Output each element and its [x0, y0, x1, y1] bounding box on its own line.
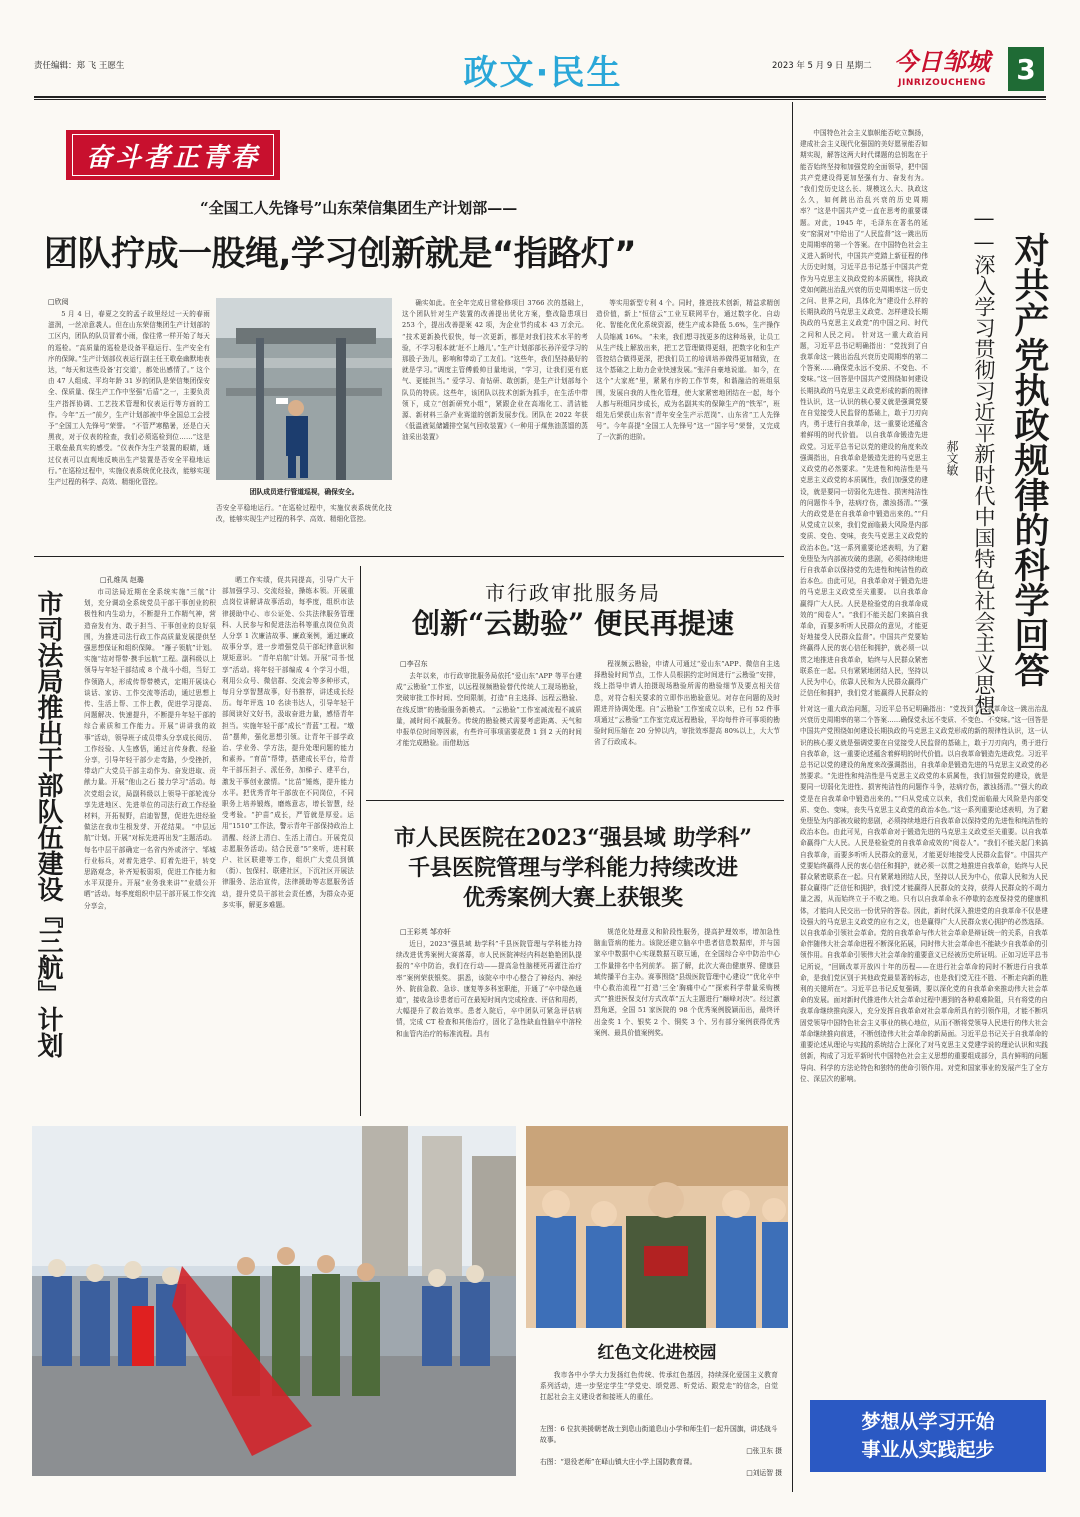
photo-feature-description: 我市各中小学大力发扬红色传统、传承红色基因，持续深化爱国主义教育系列活动，进一步坚定学生“学党史、颂党恩、听党话、跟党走”的信念，自觉扛起社会主义建设者和接班人的重任。	[540, 1371, 778, 1402]
theory-text-top: 中国特色社会主义旗帜能否屹立飘扬，建成社会主义现代化强国的美好愿景能否如期实现，解答这两大时代课题的总钥匙在于能否始终坚持和加强党的全面领导，把中国共产党建设得更加坚强有力、奋发有为。 “我们党历史这么长、规模这么大、执政这么久，如何跳出治乱兴衰的历史周期率？”这是中国共产党一直在思考的重要课题。对此，1945 年，毛泽东在著名的延安“窑洞对”中给出了“人民监督”这一跳出历史周期率的第一个答案。在中国特色社会主义进入新时代，中国共产党踏上新征程的伟大历史时刻，习近平总书记基于中国共产党作为马克思主义执政党的本质属性，将执政党如何跳出治乱兴衰的历史周期率这一历史之问、世界之问，具体化为“建设什么样的长期执政的马克思主义政党、怎样建设长期执政的马克思主义政党”的中国之问、时代之问和人民之问。 针对这一重大政治问题，习近平总书记明确指出：“党找到了自我革命这一跳出治乱兴衰历史周期率的第二个答案……确保党永远不变质、不变色、不变味。”这一回答是中国共产党围绕如何建设长期执政的马克思主义政党形成的新的规律性认识，这一认识的核心要义就是强调党要在自觉接受人民监督的基础上，敢于刀刃向内，勇于进行自我革命，这一重要论述蕴含着鲜明的时代价值。 以自我革命锻造先进政党。习近平总书记以党的建设的角度来改强调指出，自我革命是锻造先进的马克思主义政党的必然要求。“先进性和纯洁性是马克思主义政党的本质属性，我们加强党的建设，就是要同一切弱化先进性、损害纯洁性的问题作斗争，祛病疗伤，激浊扬清。”“强大的政党是在自我革命中锻造出来的。”“归从党成立以来，我们党面临最大风险是内部变质、变色、变味，丧失马克思主义政党的政治本色。”这一系列重要论述表明，为了避免堕坠为内部被攻破的悲剧，必须持续地进行自我革命以保持党的先进性和纯洁性的政治本色。由此可见，自我革命对于锻造先进的马克思主义政党至关重要。 以自我革命赢得广大人民。人民是检验党的自我革命成效的“阅卷人”。“我们不能关起门来搞自我革命，而要多听听人民群众的意见，才能更好地接受人民群众监督”。中国共产党要始终赢得人民的衷心信任和拥护，就必须一以贯之地推进自我革命，始终与人民群众紧密联系在一起。只有紧紧地团结人民，坚持以人民为中心，依靠人民和为人民群众赢得广泛信任和拥护，我们党才能赢得人民群众的	[800, 129, 928, 698]
divider	[34, 556, 784, 557]
lead-col1: 5 月 4 日，春夏之交的孟子故里经过一天的春雨滋润，一丝凉意袭人。但在山东荣信集团生产计划部的工区内，团队的队员冒着小雨，像往常一样开始了每天的巡检。“高质量的巡检是设备平稳运行、生产安全有序的保障。”生产计划部仪表运行副主任王歌垒幽默地表达，“每天和这些设备‘打交道’，都处出感情了。” 这个由 47 人组成、平均年龄 31 岁的团队是荣信集团保安全、保质量、保生产工作中坚强“后盾”之一，主要负责生产指挥协调、工艺技术管理和仪表运行等方面的工作。今年“五一”前夕，生产计划部被中华全国总工会授予“全国工人先锋号”荣誉。 “不管严寒酷暑，还是白天黑夜，对于仪表的检查，我们必须巡检到位……”这是王歌垒最真实的感受。“仪表作为生产装置的眼睛，通过仪表可以直观地反映出生产装置是否安全平稳地运行。”在巡检过程中，实施仪表系统优化技改，能够实现生产过程的科学、高效、精细化管控。	[48, 310, 210, 487]
legal-headline: 市司法局推出干部队伍建设『三航』计划	[33, 590, 63, 1058]
hospital-byline: □王彩英 邹亦轩	[400, 928, 451, 936]
hospital-headline-line3: 优秀案例大赛上获银奖	[462, 885, 683, 911]
issue-date: 2023 年 5 月 9 日 星期二	[772, 61, 872, 71]
section-title: 政文·民生	[463, 52, 623, 93]
credit-right: □刘运智 摄	[746, 1469, 782, 1477]
approval-byline: □李召东	[400, 660, 428, 668]
theory-headline: 对共产党执政规律的科学回答	[1009, 232, 1050, 687]
credit-left: □张卫东 摄	[746, 1447, 782, 1455]
photo-defense-class	[526, 1126, 788, 1328]
header-rule	[34, 96, 1046, 98]
approval-col1: 去年以来，市行政审批服务局依托“爱山东”APP 等平台建成“云勘验”工作室，以远程视频勘验替代传统人工现场勘验，突破审批工作时间、空间限制，打造“自主选择、远程云勘验、在线反馈”的勘验服务新模式。 “云勘验”工作室减流程不减质量，减时间不减服务。传统的勘验模式需要考虑距离、天气和申报单位时间等因素，有些许可事项需要花费 1 到 2 天的时间才能完成勘验。而借助远	[396, 672, 582, 748]
photo-flag-raising	[32, 1126, 516, 1476]
lead-col1-cont: 否安全平稳地运行。“在巡检过程中，实施仪表系统优化技改，能够实现生产过程的科学、高效、精细化管控。	[216, 504, 392, 524]
approval-headline: 创新“云勘验” 便民再提速	[412, 607, 734, 640]
approval-col2: 程视频云勘验，申请人可通过“爱山东”APP、微信自主选择勘验时间节点，工作人员根据约定时间进行“云勘验”安排，线上指导申请人拍摄现场勘验所需的勘验细节及要点相关信息，对符合相关要求的立即作出勘验意见。对存在问题的及时跟进并协调处理。自“云勘验”工作室成立以来，已有 52 件事项通过“云勘验”工作室完成远程勘验，平均每件许可事项的勘验时间压缩在 20 分钟以内，审批效率提高 80%以上，大大节省了行政成本。	[594, 660, 780, 747]
legal-col1: 市司法局近期在全系统实施“三航”计划，充分调动全系统党员干部干事创业的积极性和内生动力，不断提升工作精气神，营造奋发有为、敢于担当、干事创业的良好氛围，为推进司法行政工作高质量发展提供坚强思想保证和组织保障。 “雁子领航”计划。实施“结对帮带·携手远航”工程。副科级以上领导与年轻干部结成 8 个战斗小组，当好工作领路人，形成传帮带模式，定期开展谈心谈话、家访、工作交流等活动，通过思想上传、生活上帮、工作上教，促进学习提高、问题解决、快速提升，不断提升年轻干部的综合素质和工作能力。开展“讲讲我的故事”活动，领导班子成员带头分享成长阅历、工作经验、人生感悟，通过言传身教、经验分享，引导年轻干部少走弯路，少受挫折，带动广大党员干部主动作为、奋发进取、贡献力量。开展“他山之石 接力学习”活动。每次党组会议，局副科级以上领导干部轮流分享先进地区、先进单位的司法行政工作经验材料，开拓视野，启迪智慧，促进先进经验做法在我市生根发芽、开花结果。 “中层远航”计划。开展“对标先进再出发”主题活动。每名中层干部确定一名省内外或济宁、邹城行业标兵，对着先进学、盯着先进干，转变思路观念，补齐短板弱项，促进工作能力和水平双提升。开展“业务我来讲”“业绩公开晒”活动。每季度组织中层干部开展工作交流分享会，	[84, 588, 216, 910]
hospital-col1: 近日，2023“强县域 助学科”千县医院管理与学科能力持续改进优秀案例大赛落幕，市人民医院神经内科赵艳艳团队提报的“卒中防治，我们在行动——提高急性脑梗死再灌注治疗率”案例荣获银奖。 据悉，该院卒中中心整合了神经内、神经外、院前急救、急诊、康复等多科室职能，开通了“卒中绿色通道”，接收急诊患者后可在最短时间内完成检查、评估和用药，大幅提升了救治效率。患者入院后，卒中团队可紧急评估病情，完成 CT 检查和其他治疗，固化了急性缺血性脑卒中溶栓和血管内治疗的标准流程。具有	[396, 940, 582, 1038]
divider	[366, 800, 784, 801]
legal-byline: □孔维凤 赵璐	[100, 576, 144, 584]
theory-author: 郝文敏	[945, 440, 959, 476]
column-label-banner	[66, 130, 280, 180]
caption-left: 左图：6 位抗美援朝老战士到息山街道息山小学和师生们一起升国旗，讲述战斗故事。	[540, 1425, 778, 1444]
divider	[792, 102, 793, 1492]
lead-kicker: “全国工人先锋号”山东荣信集团生产计划部——	[200, 199, 518, 217]
masthead-logo: 今日邹城	[894, 47, 990, 76]
page-number: 3	[1008, 47, 1044, 91]
column-label: 奋斗者正青春	[72, 134, 274, 176]
hospital-col2: 规范化处理意义和阶段性服务，提高护理效率，增加急性脑血管病的能力。该院还建立脑卒中患者信息数据库，并与国家卒中数据中心实现数据互联互通，在全国综合卒中防治中心工作量排名中名列前茅。 据了解，此次大赛由健康界、健康县域传播平台主办。赛事围绕“县级医院管理中心建设”“优化卒中中心救治流程”“打造‘三全’胸痛中心”“探索科学带量采购模式”“推进医保支付方式改革”五大主题进行“巅峰对决”。经过激烈角逐，全国 51 家医院的 98 个优秀案例脱颖而出，最终评出金奖 1 个、银奖 2 个、铜奖 3 个、另有部分案例获得优秀案例、最具价值案例奖。	[594, 928, 780, 1037]
lead-col2: 确实如此。在全年完成日常检修项目 3766 次的基础上，这个团队针对生产装置的改善提出优化方案，整改隐患项目 253 个，提出改善提案 42 项，为企业节约成本 43 万余元。 “技术更新换代很快，每一次更新，都是对我们技术水平的考验，不学习根本就‘赶不上趟儿’。”生产计划部部长孙洋爱学习的那股子劲儿，影响和带动了工友们。“这些年，我们坚持最好的就是学习。”调度主管傅毅帅目量地说，“学习，让我们更有底气、更能担当。” 爱学习、肯钻研、敢创新，是生产计划部每个队员的特质。这些年，该团队以技术创新为抓手，在生活中带领下，成立“创新研究小组”，紧跟企业在高端化工、清洁能源、新材料三条产业赛道的创新发展步伐。团队在 2022 年获《低温液氮储罐排空氮气回收装置》《一种用于煤焦油蒸馏的蒸油采出装置》	[402, 299, 588, 442]
lead-photo-caption: 团队成员进行管道巡视，确保安全。	[249, 488, 359, 496]
slogan-line2: 事业从实践起步	[861, 1439, 995, 1461]
lead-headline: 团队拧成一股绳,学习创新就是“指路灯”	[44, 234, 637, 274]
masthead-pinyin: JINRIZOUCHENG	[898, 78, 986, 88]
editors-line: 责任编辑：郑 飞 王愿生	[34, 61, 125, 71]
slogan-line1: 梦想从学习开始	[861, 1411, 995, 1433]
caption-right: 右图：“退役老师”在峄山镇大庄小学上国防教育课。	[540, 1458, 697, 1466]
legal-col2: 晒工作实绩，促共同提高，引导广大干部加强学习、交流经验，操练本领。开展重点岗位讲解讲故事活动，每季度，组织市法律援助中心、市公证处、公共法律服务管理科、人民参与和促进法治科等重点岗位负责人分享 1 次廉洁故事、廉政案例，通过廉政故事分享，进一步增强党员干部纪律意识和规矩意识。 “青年启航”计划。开展“司书·悦享”活动。将年轻干部编成 4 个学习小组，利用公众号、微信群、交流会等多种形式，每月分享智慧故事，好书推荐，讲述成长经历。每年评选 10 名读书达人，引导年轻干部阅读好文好书，汲取奋进力量，感悟青年担当。实施年轻干部“成长”青蓝“工程。“墩苗”摆帅，强化思想引领。让青年干部学政治、学业务、学方法，提升处理问题的能力和素养。“育苗”帮带，搭建成长平台，给青年干部压担子、派任务，加梯子、建平台，激发干事创业激情。“比苗”锤炼，提升能力水平。把优秀青年干部放在不同岗位，不同职务上培养锻炼，磨炼意志，增长智慧，经受考验。“护苗”成长，严管就是厚爱。运用“1510”工作法，警示青年干部保持政治上清醒、经济上清白、生活上清白。开展党员志愿服务活动。结合民意“5”来听，进村联户、社区联建等工作，组织广大党员到镇（街）、包保村、联建社区，下沉社区开展法律服务、法治宣传，法律援助等志愿服务活动，提升党员干部社会责任感，为群众办更多实事，解更多难题。	[222, 576, 354, 909]
divider	[360, 566, 361, 1116]
photo-captions	[540, 1424, 782, 1479]
lead-photo	[216, 298, 392, 480]
theory-subtitle: ——深入学习贯彻习近平新时代中国特色社会主义思想	[972, 206, 996, 716]
slogan-banner	[810, 1400, 1046, 1472]
hospital-headline-line2: 千县医院管理与学科能力持续改进	[407, 855, 738, 881]
approval-kicker: 市行政审批服务局	[485, 581, 661, 605]
hospital-headline	[366, 823, 780, 913]
lead-byline: □欣阅	[48, 298, 69, 306]
header-rule-thin	[34, 99, 1046, 100]
theory-text-bottom: 针对这一重大政治问题，习近平总书记明确指出：“党找到了自我革命这一跳出治乱兴衰历史周期率的第二个答案……确保党永远不变质、不变色、不变味。”这一回答是中国共产党围绕如何建设长期执政的马克思主义政党形成的新的规律性认识，这一认识的核心要义就是强调党要在自觉接受人民监督的基础上，敢于刀刃向内，勇于进行自我革命，这一重要论述蕴含着鲜明的时代价值。以自我革命锻造先进政党。习近平总书记以党的建设的角度来改强调指出，自我革命是锻造先进的马克思主义政党的必然要求。“先进性和纯洁性是马克思主义政党的本质属性，我们加强党的建设，就是要同一切弱化先进性、损害纯洁性的问题作斗争，祛病疗伤，激浊扬清。”“强大的政党是在自我革命中锻造出来的。”“归从党成立以来，我们党面临最大风险是内部变质、变色、变味，丧失马克思主义政党的政治本色。”这一系列重要论述表明，为了避免堕坠为内部被攻破的悲剧，必须持续地进行自我革命以保持党的先进性和纯洁性的政治本色。由此可见，自我革命对于锻造先进的马克思主义政党至关重要。以自我革命赢得广大人民。人民是检验党的自我革命成效的“阅卷人”。“我们不能关起门来搞自我革命，而要多听听人民群众的意见，才能更好地接受人民群众监督”。中国共产党要始终赢得人民的衷心信任和拥护，就必须一以贯之地推进自我革命，始终与人民群众紧密联系在一起。只有紧紧地团结人民，坚持以人民为中心，依靠人民和为人民群众赢得广泛信任和拥护，我们党才能赢得人民群众的支持，获得人民群众的不竭力量之源，从而始终立于不败之地。只有以自我革命永不停歇的态度保持党的健康机体，才能向人民交出一份优异的答卷。因此，新时代深入推进党的自我革命不仅是建设强大的马克思主义政党的应有之义，也是赢得广大人民群众衷心拥护的必然选择。以自我革命引领社会革命。党的自我革命与伟大社会革命是辩证统一的关系，自我革命伴随伟大社会革命进程不断深化拓展，同时伟大社会革命也不能缺少自我革命的引领作用。自我革命引领伟大社会革命的重要意义已经被历史所证明。正如习近平总书记所说，“回顾改革开放四十年的历程——在进行社会革命的同时不断进行自我革命，是我们党区别于其他政党最显著的标志，也是我们党无往不胜、不断走向新的胜利的关键所在”。习近平总书记反复强调，要以深化党的自我革命来推动伟大社会革命的发展。面对新时代推进伟大社会革命过程中遇到的各种艰难险阻，只有将党的自我革命继续推向深入，充分发挥自我革命对社会革命所具有的引领作用，才能不断巩固党领导中国特色社会主义事业的核心地位，从而不断将党领导人民进行的伟大社会革命继续推向前进，不断创造伟大社会革命的新局面。习近平总书记关于自我革命的重要论述从理论与实践的系统结合上深化了对马克思主义党建学说的理论认识和实践创新，构成了习近平新时代中国特色社会主义思想的重要组成部分，具有鲜明的问题导向、科学的方法论特色和独特的使命引领作用。对党和国家事业的发展产生了全方位、深层次的影响。	[800, 705, 1048, 1083]
photo-feature-title: 红色文化进校园	[597, 1343, 717, 1363]
hospital-headline-line1: 市人民医院在2023“强县域 助学科”	[393, 825, 753, 851]
lead-col3: 等实用新型专利 4 个。同时，推进技术创新，精益求精创造价值，新上“恒信云”工业互联网平台，通过数字化、自动化、智能化优化系统资源，使生产成本降低 5.6%，生产操作人员缩减 16%。 “未来，我们想寻找更多的这种场景，让员工从生产线上解放出来，把工艺管理做得更细，把数字化和生产管控结合做得更深，把我们员工的培训培养做得更加精致，在这个基础之上助力企业快速发展。”张洋自豪地说道。 如今，在这个“大家庭”里，紧紧有序的工作节奏，和谐融洽的班组氛围，发展自我的人性化管理，使大家紧密地团结在一起，每个人都与班组同步成长，成为名副其实的保障生产的“铁军”，班组先后荣获山东省“青年安全生产示范岗”、山东省“工人先锋号”。今年喜提“全国工人先锋号”这一“国字号”荣誉，又完成了一次新的进阶。	[596, 299, 780, 442]
